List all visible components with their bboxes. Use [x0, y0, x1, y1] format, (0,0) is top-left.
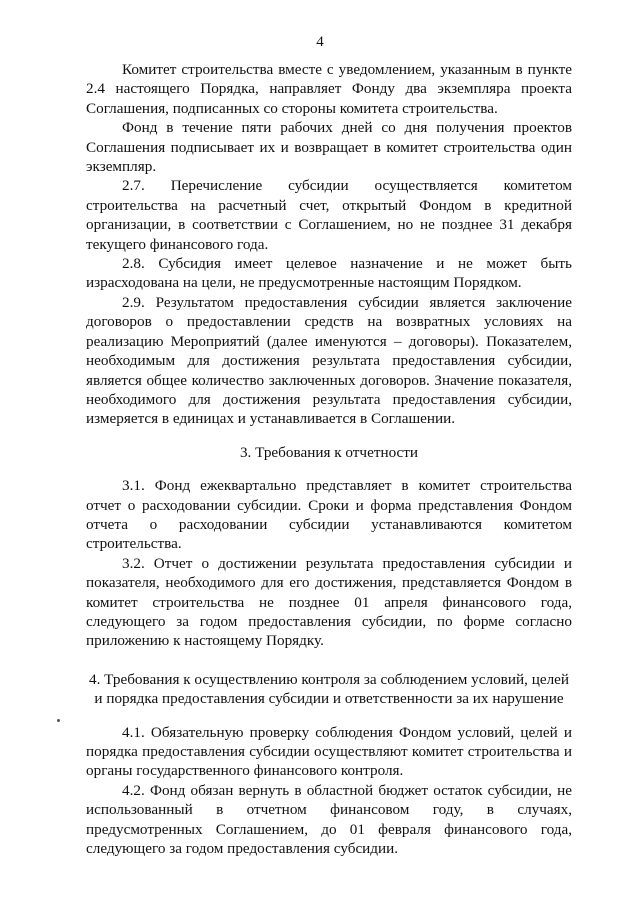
- spacer: [86, 709, 572, 723]
- document-body: [86, 60, 572, 858]
- paragraph-agreement-sent: Комитет строительства вместе с уведомлением, указанным в пункте 2.4 настоящего Порядка, направляет Фонду два экземпляра проекта Соглашения, подписанных со стороны комитета строительства.: [86, 61, 572, 117]
- spacer: [86, 429, 572, 443]
- paragraph-4-1: 4.1. Обязательную проверку соблюдения Фондом условий, целей и порядка предоставления субсидии осуществляют комитет строительства и органы государственного финансового контроля.: [86, 723, 572, 780]
- paragraph-2-9: 2.9. Результатом предоставления субсидии является заключение договоров о предоставлении средств на возвратных условиях на реализацию Мероприятий (далее именуются – договоры). Показателем, необходимым для достижения результата предоставления субсидии, является общее количество заключенных договоров. Значение показателя, необходимого для достижения результата предоставления субсидии, измеряется в единицах и устанавливается в Соглашении.: [86, 293, 572, 428]
- section-4-heading-line1: 4. Требования к осуществлению контроля за соблюдением условий, целей: [88, 670, 570, 688]
- paragraph-3-2: 3.2. Отчет о достижении результата предоставления субсидии и показателя, необходимого для его достижения, представляется Фондом в комитет строительства не позднее 01 апреля финансового года, следующего за годом предоставления субсидии, по форме согласно приложению к настоящему Порядку.: [86, 554, 572, 650]
- paragraph-3-1: 3.1. Фонд ежеквартально представляет в комитет строительства отчет о расходовании субсидии. Сроки и форма представления Фондом отчета о расходовании субсидии устанавливаются комитетом строительства.: [86, 477, 572, 553]
- paragraph-2-8: 2.8. Субсидия имеет целевое назначение и не может быть израсходована на цели, не предусмотренные настоящим Порядком.: [86, 255, 572, 292]
- paragraph-4-2: 4.2. Фонд обязан вернуть в областной бюджет остаток субсидии, не использованный в отчетном финансовом году, в случаях, предусмотренных Соглашением, до 01 февраля финансового года, следующего за годом предоставления субсидии.: [86, 781, 572, 858]
- paragraph-2-7: 2.7. Перечисление субсидии осуществляется комитетом строительства на расчетный счет, открытый Фондом в кредитной организации, в соответствии с Соглашением, но не позднее 31 декабря текущего финансового года.: [86, 177, 572, 253]
- page-number: 4: [316, 34, 324, 50]
- scan-dot: [57, 719, 60, 722]
- section-4-heading-line2: и порядка предоставления субсидии и ответственности за их нарушение: [94, 690, 564, 708]
- paragraph-agreement-signed: Фонд в течение пяти рабочих дней со дня получения проектов Соглашения подписывает их и возвращает в комитет строительства один экземпляр.: [86, 119, 572, 176]
- spacer: [86, 651, 572, 670]
- spacer: [86, 462, 572, 476]
- section-3-heading: 3. Требования к отчетности: [239, 443, 419, 461]
